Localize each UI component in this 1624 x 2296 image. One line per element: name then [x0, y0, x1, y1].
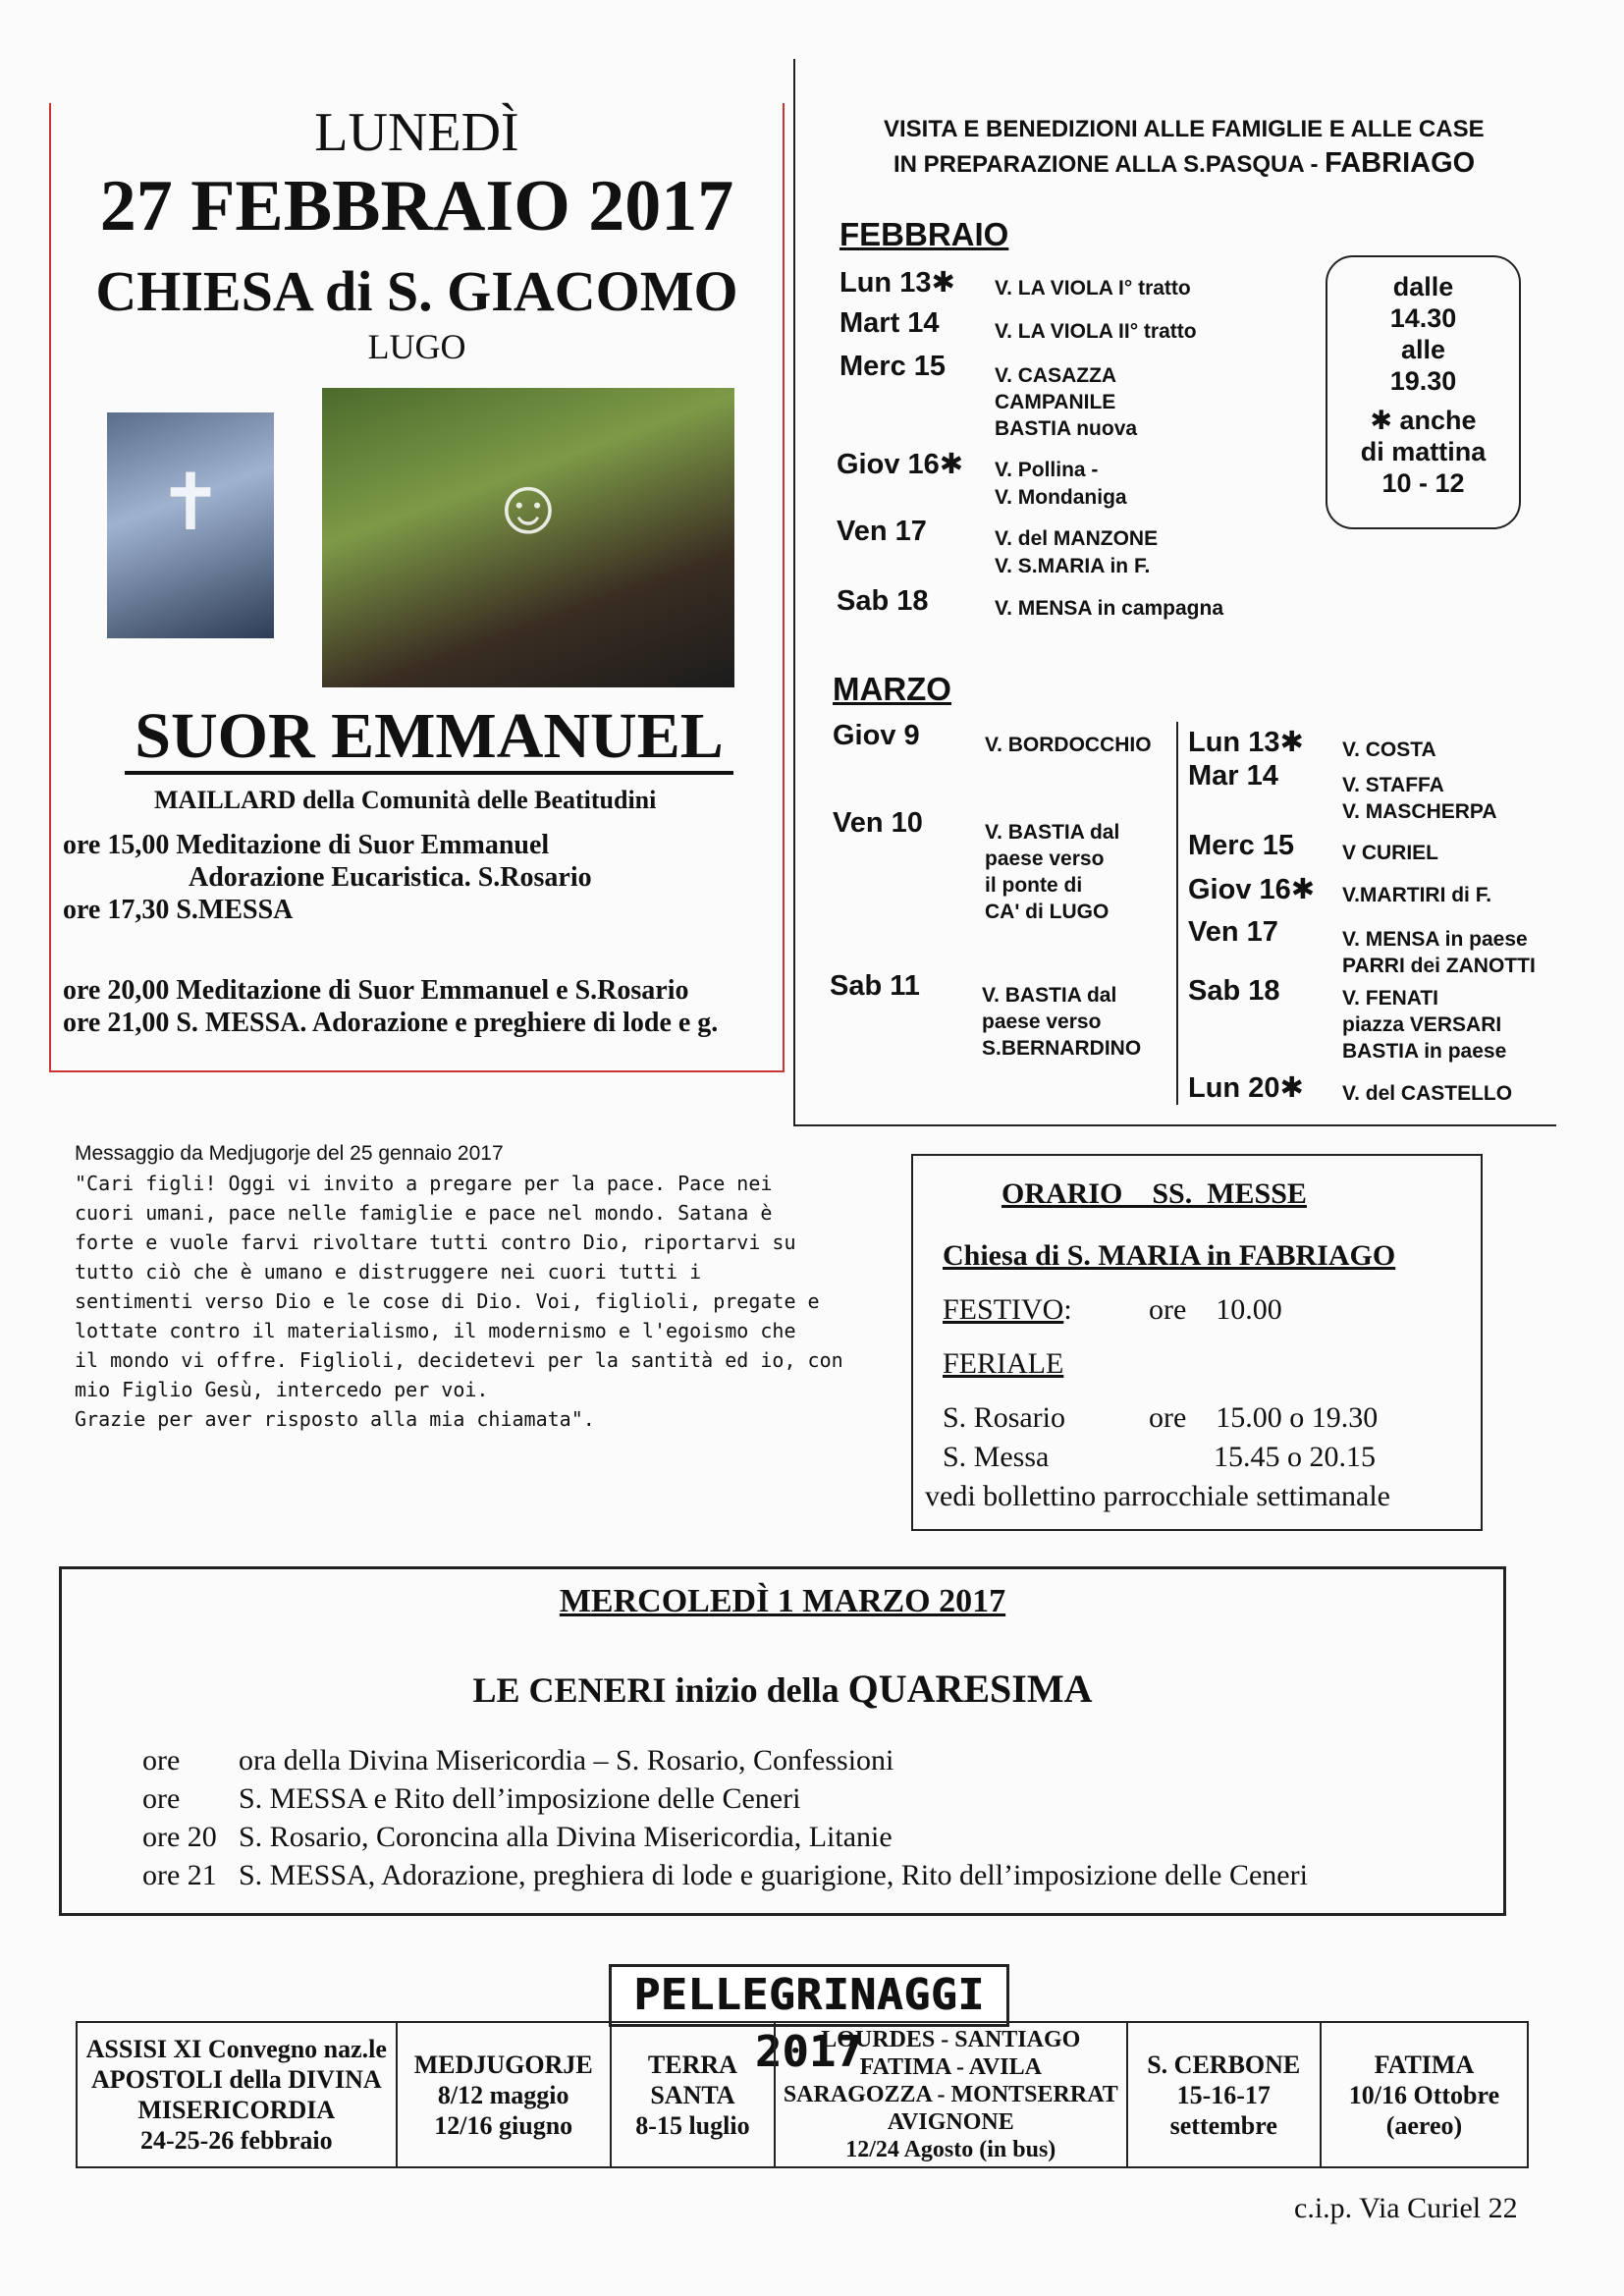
month-march: MARZO	[833, 671, 951, 707]
ash-text: ora della Divina Misericordia – S. Rosario, Confessioni	[239, 1744, 894, 1777]
schedule-item: Adorazione Eucaristica. S.Rosario	[189, 862, 592, 893]
message-line: Messaggio da Medjugorje del 25 gennaio 2017	[75, 1142, 504, 1165]
ash-text: S. MESSA, Adorazione, preghiera di lode e guarigione, Rito dell’imposizione delle Ceneri	[239, 1859, 1308, 1891]
pilgrimage-cell: FATIMA 10/16 Ottobre (aereo)	[1321, 2022, 1528, 2167]
visit-day: Mart 14	[839, 307, 940, 339]
visit-street: V. MENSA in campagna	[995, 597, 1224, 620]
ash-text: S. Rosario, Coroncina alla Divina Misericordia, Litanie	[239, 1821, 893, 1853]
visit-street: V. del MANZONE	[995, 527, 1159, 550]
march-column-divider	[1176, 722, 1178, 1105]
event-date: 27 FEBBRAIO 2017	[99, 166, 734, 246]
festivo-label: FESTIVO:	[943, 1293, 1072, 1326]
visit-street: V. del CASTELLO	[1342, 1082, 1513, 1105]
visit-street: paese verso	[982, 1011, 1102, 1033]
visit-day: Sab 11	[830, 970, 920, 1002]
visit-day: Ven 17	[1188, 916, 1278, 948]
hours-line: 10 - 12	[1381, 468, 1465, 498]
visit-street: V. LA VIOLA II° tratto	[995, 320, 1197, 343]
hours-box	[1326, 255, 1521, 529]
visit-street: BASTIA in paese	[1342, 1040, 1507, 1063]
visit-street: V. FENATI	[1342, 987, 1439, 1010]
mass-note: vedi bollettino parrocchiale settimanale	[925, 1480, 1390, 1512]
mass-times-box	[911, 1154, 1483, 1531]
sister-photo: ☺	[322, 388, 734, 687]
event-church: CHIESA di S. GIACOMO	[95, 259, 738, 323]
visit-day: Lun 13✱	[1188, 727, 1304, 758]
visit-day: Ven 17	[837, 516, 927, 547]
visits-title-line1: VISITA E BENEDIZIONI ALLE FAMIGLIE E ALLE CASE	[884, 116, 1485, 142]
pilgrimages-table	[76, 2021, 1529, 2168]
visits-title-line2: IN PREPARAZIONE ALLA S.PASQUA - FABRIAGO	[893, 147, 1476, 179]
rosario-label: S. Rosario	[943, 1401, 1066, 1434]
feriale-label: FERIALE	[943, 1347, 1064, 1380]
ash-title: LE CENERI inizio della QUARESIMA	[472, 1667, 1093, 1711]
visit-street: V. CASAZZA	[995, 364, 1117, 387]
visit-street: il ponte di	[985, 874, 1083, 897]
visit-street: V. BASTIA dal	[982, 984, 1117, 1007]
visit-day: Giov 16✱	[837, 449, 964, 480]
hours-line: 19.30	[1389, 366, 1457, 396]
visit-day: Merc 15	[1188, 830, 1295, 861]
ash-time: ore 21	[142, 1859, 217, 1891]
festivo-time: ore 10.00	[1149, 1293, 1282, 1326]
schedule-item: ore 20,00 Meditazione di Suor Emmanuel e S.Rosario	[63, 975, 689, 1006]
rosario-time: ore 15.00 o 19.30	[1149, 1401, 1379, 1434]
medjugorje-message	[75, 1139, 850, 1434]
message-line: "Cari figli! Oggi vi invito a pregare per la pace. Pace nei	[75, 1172, 773, 1195]
message-line: mio Figlio Gesù, intercedo per voi.	[75, 1378, 489, 1401]
visit-day: Giov 16✱	[1188, 874, 1316, 905]
message-line: tutto ciò che è umano e distruggere nei cuori tutti i	[75, 1260, 702, 1284]
visit-street: V. MENSA in paese	[1342, 928, 1528, 951]
speaker-name: SUOR EMMANUEL	[125, 702, 733, 775]
pilgrimages-title: PELLEGRINAGGI 2017	[609, 1964, 1009, 2027]
schedule-item: ore 17,30 S.MESSA	[63, 895, 294, 925]
schedule-item: ore 15,00 Meditazione di Suor Emmanuel	[63, 830, 550, 860]
visit-street: S.BERNARDINO	[982, 1037, 1142, 1060]
message-line: cuori umani, pace nelle famiglie e pace nel mondo. Satana è	[75, 1201, 773, 1225]
visit-street: V. BORDOCCHIO	[985, 734, 1152, 756]
messa-label: S. Messa	[943, 1441, 1050, 1473]
pilgrimage-cell: ASSISI XI Convegno naz.le APOSTOLI della DIVINA MISERICORDIA 24-25-26 febbraio	[77, 2022, 397, 2167]
visit-street: BASTIA nuova	[995, 417, 1138, 440]
visit-day: Sab 18	[837, 585, 929, 617]
message-line: sentimenti verso Dio e le cose di Dio. Voi, figlioli, pregate e	[75, 1289, 820, 1313]
event-town: LUGO	[367, 327, 466, 366]
message-line: forte e vuole farvi rivoltare tutti contro Dio, riportarvi su	[75, 1230, 796, 1254]
visit-street: V.MARTIRI di F.	[1342, 884, 1492, 906]
speaker-community: MAILLARD della Comunità delle Beatitudini	[154, 786, 657, 814]
visit-street: V. COSTA	[1342, 738, 1436, 761]
messa-time: 15.45 o 20.15	[1214, 1441, 1376, 1473]
message-line: Grazie per aver risposto alla mia chiamata".	[75, 1407, 595, 1431]
month-february: FEBBRAIO	[839, 216, 1009, 252]
visit-street: V. Pollina -	[995, 459, 1099, 481]
pilgrimage-cell: MEDJUGORJE 8/12 maggio 12/16 giugno	[397, 2022, 611, 2167]
event-weekday: LUNEDÌ	[314, 102, 519, 163]
visit-day: Sab 18	[1188, 975, 1280, 1007]
visit-day: Mar 14	[1188, 760, 1278, 792]
hours-line: 14.30	[1389, 303, 1457, 333]
schedule-item: ore 21,00 S. MESSA. Adorazione e preghiere di lode e g.	[63, 1008, 719, 1038]
visit-day: Lun 20✱	[1188, 1072, 1304, 1104]
visit-street: CAMPANILE	[995, 391, 1116, 413]
visit-street: CA' di LUGO	[985, 901, 1110, 923]
ash-time: ore 20	[142, 1821, 217, 1853]
ash-time: ore	[142, 1744, 181, 1777]
visit-street: V. S.MARIA in F.	[995, 555, 1151, 577]
visit-street: V. Mondaniga	[995, 486, 1127, 509]
table-row	[77, 2022, 1528, 2167]
pilgrimage-cell: LOURDES - SANTIAGO FATIMA - AVILA SARAGOZZA - MONTSERRAT AVIGNONE 12/24 Agosto (in bus)	[775, 2022, 1127, 2167]
madonna-image: ✝	[107, 412, 274, 638]
event-panel	[49, 103, 785, 1072]
hours-line: dalle	[1392, 272, 1454, 301]
pilgrimage-cell: S. CERBONE 15-16-17 settembre	[1127, 2022, 1321, 2167]
ash-date: MERCOLEDÌ 1 MARZO 2017	[559, 1583, 1006, 1619]
footer-address: c.i.p. Via Curiel 22	[1294, 2192, 1518, 2224]
mass-title: ORARIO SS. MESSE	[1001, 1177, 1307, 1210]
hours-line: di mattina	[1360, 437, 1487, 466]
message-line: il mondo vi offre. Figlioli, decidetevi per la santità ed io, con	[75, 1348, 843, 1372]
visit-day: Ven 10	[833, 807, 923, 839]
visit-day: Giov 9	[833, 720, 920, 751]
visit-day: Merc 15	[839, 351, 947, 382]
message-line: lottate contro il materialismo, il modernismo e l'egoismo che	[75, 1319, 796, 1342]
visit-street: V. LA VIOLA I° tratto	[995, 277, 1191, 300]
visit-street: paese verso	[985, 847, 1105, 870]
mass-church: Chiesa di S. MARIA in FABRIAGO	[943, 1239, 1396, 1272]
visit-street: PARRI dei ZANOTTI	[1342, 955, 1536, 977]
ash-wednesday-box	[59, 1566, 1506, 1916]
visit-street: V. MASCHERPA	[1342, 800, 1497, 823]
ash-text: S. MESSA e Rito dell’imposizione delle Ceneri	[239, 1782, 801, 1815]
visit-day: Lun 13✱	[839, 267, 955, 299]
visit-street: V CURIEL	[1342, 842, 1439, 864]
visit-street: V. BASTIA dal	[985, 821, 1120, 844]
visit-street: V. STAFFA	[1342, 774, 1444, 796]
hours-line: ✱ anche	[1370, 406, 1477, 435]
hours-line: alle	[1400, 335, 1446, 364]
pilgrimage-cell: TERRA SANTA 8-15 luglio	[611, 2022, 775, 2167]
visit-street: piazza VERSARI	[1342, 1013, 1502, 1036]
ash-time: ore	[142, 1782, 181, 1815]
